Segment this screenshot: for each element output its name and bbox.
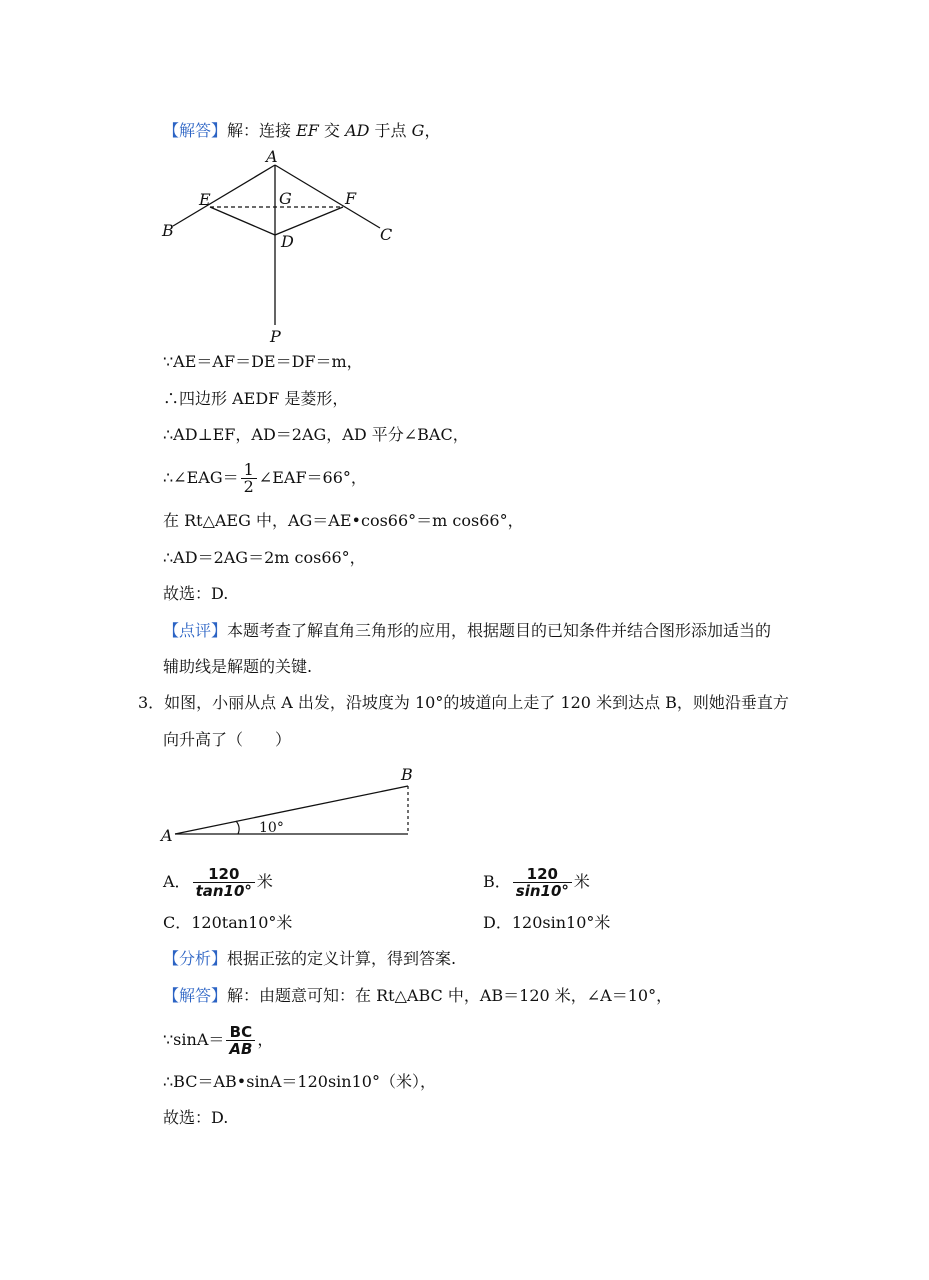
- option-d[interactable]: D．120sin10°米: [483, 913, 611, 932]
- q2-line5: 在 Rt△AEG 中，AG＝AE•cos66°＝m cos66°，: [163, 511, 524, 530]
- fraction-one-half: $\frac{1}{2}$: [241, 462, 257, 495]
- rhombus-figure: [0, 0, 929, 360]
- q3-analysis: 【分析】根据正弦的定义计算，得到答案.: [163, 949, 457, 968]
- slope-figure: [0, 760, 929, 850]
- label-b-slope: B: [401, 765, 413, 784]
- label-b: B: [162, 221, 174, 240]
- label-f: F: [345, 189, 357, 208]
- review-tag: 【点评】: [163, 621, 228, 640]
- analysis-tag: 【分析】: [163, 949, 228, 968]
- label-g: G: [279, 189, 292, 208]
- label-a-slope: A: [161, 826, 173, 845]
- label-a: A: [266, 147, 278, 166]
- q2-review-cont: 辅助线是解题的关键.: [163, 657, 313, 676]
- q2-line7: 故选：D.: [163, 584, 229, 603]
- line-ab-slope: [175, 786, 408, 834]
- label-e: E: [199, 190, 211, 209]
- line-ab: [173, 165, 275, 226]
- line-ed: [210, 207, 275, 235]
- fraction-bc-ab: $\frac{BC}{AB}$: [226, 1024, 255, 1057]
- angle-arc: [236, 821, 239, 834]
- option-b[interactable]: B． $\frac{120}{\sin 10^\circ}$ 米: [483, 865, 590, 900]
- q2-line3: ∴AD⊥EF，AD＝2AG，AD 平分∠BAC，: [163, 425, 469, 444]
- angle-label: 10°: [259, 820, 284, 836]
- q2-line1: ∵AE＝AF＝DE＝DF＝m，: [163, 352, 363, 371]
- q2-review: 【点评】本题考查了解直角三角形的应用，根据题目的已知条件并结合图形添加适当的: [163, 621, 772, 640]
- option-c[interactable]: C．120tan10°米: [163, 913, 293, 932]
- q2-answer-intro: 【解答】解：连接 EF 交 AD 于点 G，: [163, 121, 441, 140]
- option-a[interactable]: A． $\frac{120}{\tan 10^\circ}$ 米: [163, 865, 273, 900]
- q3-bc-line: ∴BC＝AB•sinA＝120sin10°（米），: [163, 1072, 436, 1091]
- q3-answer: 【解答】解：由题意可知：在 Rt△ABC 中，AB＝120 米，∠A＝10°，: [163, 986, 673, 1005]
- q3-question-line1: 3．如图，小丽从点 A 出发，沿坡度为 10°的坡道向上走了 120 米到达点 B，则她沿垂直方: [138, 693, 789, 712]
- line-fd: [275, 207, 343, 235]
- q2-line2: ∴四边形 AEDF 是菱形，: [163, 389, 349, 408]
- label-d: D: [281, 232, 294, 251]
- q3-question-line2: 向升高了（ ）: [163, 730, 292, 749]
- answer-tag-q3: 【解答】: [163, 986, 228, 1005]
- q2-line6: ∴AD＝2AG＝2m cos66°，: [163, 548, 366, 567]
- option-b-fraction: $\frac{120}{\sin 10^\circ}$: [513, 866, 572, 899]
- label-p: P: [270, 327, 281, 346]
- q2-line4: ∴∠EAG＝ $\frac{1}{2}$ ∠EAF＝66°，: [163, 460, 367, 496]
- q3-final: 故选：D.: [163, 1108, 229, 1127]
- option-a-fraction: $\frac{120}{\tan 10^\circ}$: [193, 866, 255, 899]
- label-c: C: [380, 225, 393, 244]
- answer-tag: 【解答】: [163, 121, 228, 140]
- q3-sin-line: ∵sinA＝ $\frac{BC}{AB}$ ，: [163, 1023, 274, 1058]
